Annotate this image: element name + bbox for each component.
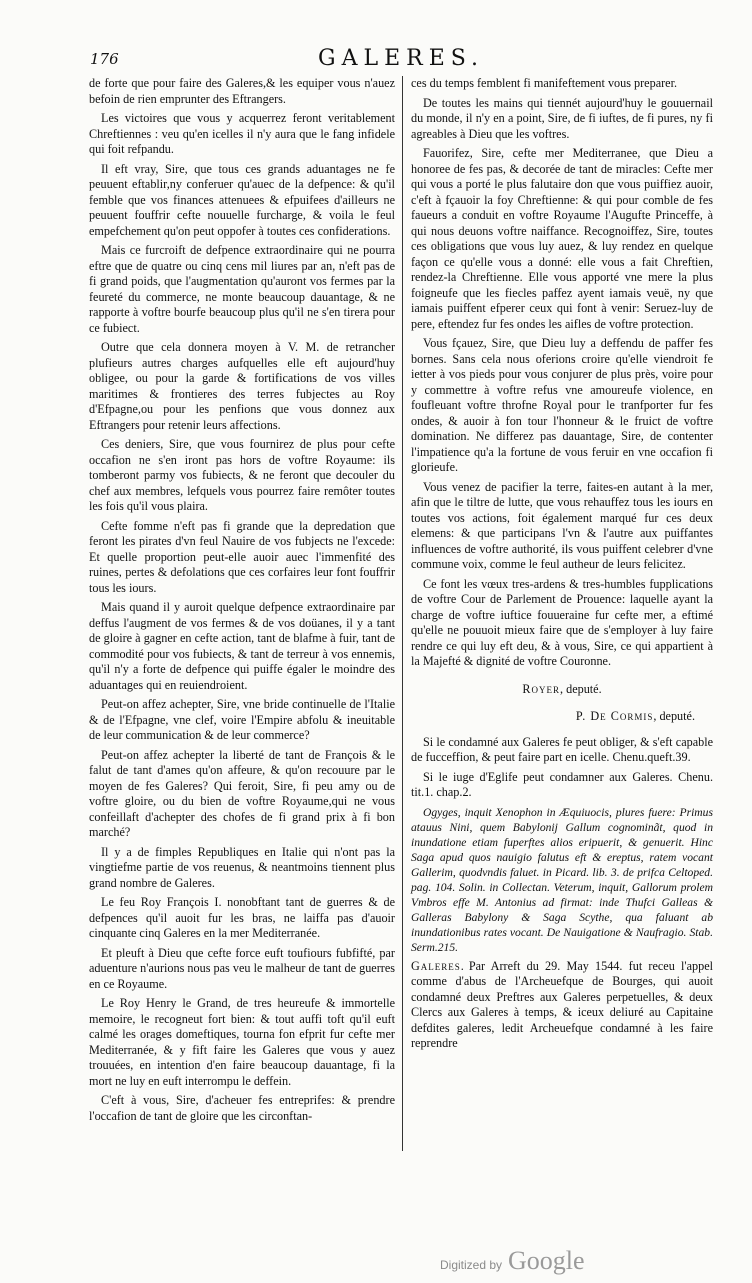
paragraph: Vous fçauez, Sire, que Dieu luy a deffendu de paffer fes bornes. Sans cela nous oferions croire qu'elle viendroit fe ietter à vos pieds pour vous conjurer de plus près, voire pour y commettre à voftre refus vne amoureufe violence, en foufleuant voftre throfne Royal pour le tranfporter fur fes ondes, & auoir à fon tour l'honneur & le fruict de voftre domination. Ne differez pas dauantage, Sire, de contenter l'impatience qu'a la fortune de vous feruir en vne occafion fi glorieufe.	[411, 336, 713, 474]
latin-quotation: Ogyges, inquit Xenophon in Æquiuocis, plures fuere: Primus atauus Nini, quem Babylonij Gallum cognominãt, quod in inundatione etiam fuperftes alios eripuerit, & genuerit. Hinc Saga apud quos nauigio falutus eft & ereptus, ratem vocant Gallerim, quodvndis faluet. in Picard. lib. 3. de prifca Celtoped. pag. 104. Solin. in Collectan. Veterum, inquit, Gallorum prolem Vmbros effe M. Antonius ad firmat: inde Thufci Galleas & Galleras Babylony & Saga Scythe, qua faluant ab inundationibus rates vocant. De Nauigatione & Naufragio. Stab. Serm.215.	[411, 805, 713, 954]
paragraph: Ces deniers, Sire, que vous fournirez de plus pour cefte occafion ne s'en iront pas hors de voftre Royaume: ils tomberont parmy vos fubiects, & ne feront que decouler du chef aux membres, lefquels vous pourrez faire remôter toutes les fois qu'il vous plaira.	[89, 437, 395, 513]
paragraph: Le feu Roy François I. nonobftant tant de guerres & de defpences qu'il auoit fur les bras, ne laiffa pas d'auoir cinquante cinq Galeres en la mer Mediterranée.	[89, 895, 395, 940]
paragraph: Peut-on affez achepter, Sire, vne bride continuelle de l'Italie & de l'Efpagne, vne clef, voire l'Empire abfolu & ineuitable de leur communication & de leur commerce?	[89, 697, 395, 742]
deputy-signature	[411, 709, 695, 725]
paragraph: Ce font les vœux tres-ardens & tres-humbles fupplications de voftre Cour de Parlement de Prouence: laquelle ayant la charge de voftre iuftice fouueraine fur cefte mer, a eftimé qu'elle ne pouuoit mieux faire que de s'employer à luy faire rendre ce qui luy eft deu, & à vous, Sire, ce qui appartient à la Majefté & dignité de voftre Couronne.	[411, 576, 713, 668]
paragraph: Le Roy Henry le Grand, de tres heureufe & immortelle memoire, le recogneut fort bien: & tout auffi toft qu'il euft calmé les orages domeftiques, tourna fon efprit fur cefte mer Mediterranée, & y fift faire les Galeres que vous y auez trouuées, en intention d'en faire beaucoup dauantage, fi la mort ne luy en euft interrompu le deffein.	[89, 996, 395, 1088]
paragraph: Vous venez de pacifier la terre, faites-en autant à la mer, afin que le tiltre de lutte, que vous rehauffez tous les iours en toutes vos actions, foit également marqué fur ces deux elemens: & que participans l'vn & l'autre aux puiffantes influences de voftre authorité, ils vous puiffent celebrer d'vne commune voix, comme le feul autheur de leurs felicitez.	[411, 479, 713, 571]
right-column	[411, 76, 713, 1056]
paragraph: De toutes les mains qui tiennét aujourd'huy le gouuernail du monde, il n'y en a point, Sire, de fi iuftes, de fi pures, ny fi agreables à Dieu que les voftres.	[411, 95, 713, 141]
digitization-watermark	[440, 1246, 585, 1276]
paragraph: Fauorifez, Sire, cefte mer Mediterranee, que Dieu a honoree de fes pas, & decorée de tant de miracles: Cefte mer qui vous a porté le plus falutaire don que vous puiffiez auoir, c'eft à fçauoir la foy Chreftienne: & qui pour comble de fes faueurs a conduit en voftre Royaume l'Augufte Princeffe, à qui nous deuons voftre naiffance. Recognoiffez, Sire, toutes ces obligations que vous luy auez, & luy rendez en quelque façon ce qu'elle vous a donné: elle vous a fait Chreftien, rendez-la Chreftienne. Elle vous apporté vne mere la plus foigneufe que les fiecles paffez ayent iamais veuë, ny que iamais puiffent efperer ceux qui font à venir: Seruez-luy de pere, eftendez fur fes ondes les aifles de voftre protection.	[411, 146, 713, 331]
deputy-role: , deputé.	[653, 709, 695, 723]
paragraph: Mais quand il y auroit quelque defpence extraordinaire par deffus l'augment de vos fermes & de vos doüanes, il y a tant de gloire à gagner en cefte action, tant de blafme à fuir, tant de commodité pour vos fubiects, & tant de terreur à vos ennemis, qu'il n'y a forte de defpence qui puiffe égaler le moindre des aduantages qui en reuiendroient.	[89, 600, 395, 692]
paragraph: Cefte fomme n'eft pas fi grande que la depredation que feront les pirates d'vn feul Nauire de vos fubjects ne l'excede: Et quelle proportion peut-elle auoir auec l'immenfité des ruines, pertes & defolations que ces corfaires leur font fouffrir tous les iours.	[89, 518, 395, 595]
digitized-by-label: Digitized by	[440, 1258, 503, 1272]
paragraph: Si le iuge d'Eglife peut condamner aux Galeres. Chenu. tit.1. chap.2.	[411, 769, 713, 799]
deputy-signature	[411, 682, 713, 698]
google-logo: Google	[508, 1246, 585, 1275]
paragraph: Les victoires que vous y acquerrez feront veritablement Chreftiennes : veu qu'en icelles il n'y aura que le fang infidele qui foit refpandu.	[89, 111, 395, 156]
page-number: 176	[90, 50, 119, 68]
paragraph-text: Par Arreft du 29. May 1544. fut receu l'appel comme d'abus de l'Archeuefque de Bourges, qui auoit condamné deux Preftres aux Galeres perpetuelles, & deux Clercs aux Galeres à temps, & iceux deliuré au Capitaine defdites galeres, ledit Archeuefque condamné à les faire reprendre	[411, 958, 713, 1050]
paragraph: Peut-on affez achepter la liberté de tant de François & le falut de tant d'ames qu'on affeure, & qu'on recouure par le moyen de fes Galeres? Qui feroit, Sire, fi peu amy ou de voftre gloire, ou du bien de voftre Royaume,qui ne vous confeillaft d'achepter des chofes de fi grand prix à fi bon marché?	[89, 747, 395, 839]
running-title: GALERES.	[318, 46, 485, 71]
left-column	[89, 76, 395, 1128]
paragraph: Et pleuft à Dieu que cefte force euft toufiours fubfifté, par aduenture n'aurions nous pas veu le malheur de tant de guerres en ce Royaume.	[89, 945, 395, 991]
paragraph: Il eft vray, Sire, que tous ces grands aduantages ne fe peuuent eftablir,ny conferuer qu'auec de la defpence: & qu'il femble que vos finances attenuees & efpuifees d'ailleurs ne peuuent fouffrir cefte nouuelle furcharge, & voila le feul empefchement qu'on peut oppofer à toutes ces confiderations.	[89, 161, 395, 238]
paragraph: ces du temps femblent fi manifeftement vous preparer.	[411, 76, 677, 90]
lead-word: Galeres.	[411, 958, 465, 973]
paragraph	[411, 959, 713, 1052]
deputy-role: , deputé.	[560, 681, 602, 696]
paragraph: Il y a de fimples Republiques en Italie qui n'ont pas la vingtiefme partie de vos reuenus, & neantmoins tiennent plus grand nombre de Galeres.	[89, 844, 395, 890]
paragraph: Mais ce furcroift de defpence extraordinaire qui ne pourra eftre que de quatre ou cinq cens mil liures par an, n'eft pas de fi grand poids, que l'augmentation qu'auront vos fermes par la feureté du commerce, ne monte beaucoup dauantage, & ne rapporte à voftre bourfe beaucoup plus qu'il ne s'en tirera pour ce fubiect.	[89, 243, 395, 335]
paragraph: Outre que cela donnera moyen à V. M. de retrancher plufieurs autres charges aufquelles elle eft aujourd'huy obligee, ou pour la garde & fortifications de vos villes maritimes & frontieres des terres fubjectes au Roy d'Efpagne,ou pour les penfions que vous donnez aux Eftrangers pour retenir leurs affections.	[89, 340, 395, 432]
paragraph: C'eft à vous, Sire, d'acheuer fes entreprifes: & prendre l'occafion de tant de gloire que les circonftan-	[89, 1093, 395, 1123]
deputy-name: Royer	[522, 681, 560, 696]
deputy-name: P. De Cormis	[575, 709, 654, 723]
paragraph: de forte que pour faire des Galeres,& les equiper vous n'auez befoin de rien emprunter des Eftrangers.	[89, 76, 395, 106]
column-divider	[402, 76, 403, 1151]
paragraph: Si le condamné aux Galeres fe peut obliger, & s'eft capable de fucceffion, & peut faire part en icelle. Chenu.queft.39.	[411, 734, 713, 764]
